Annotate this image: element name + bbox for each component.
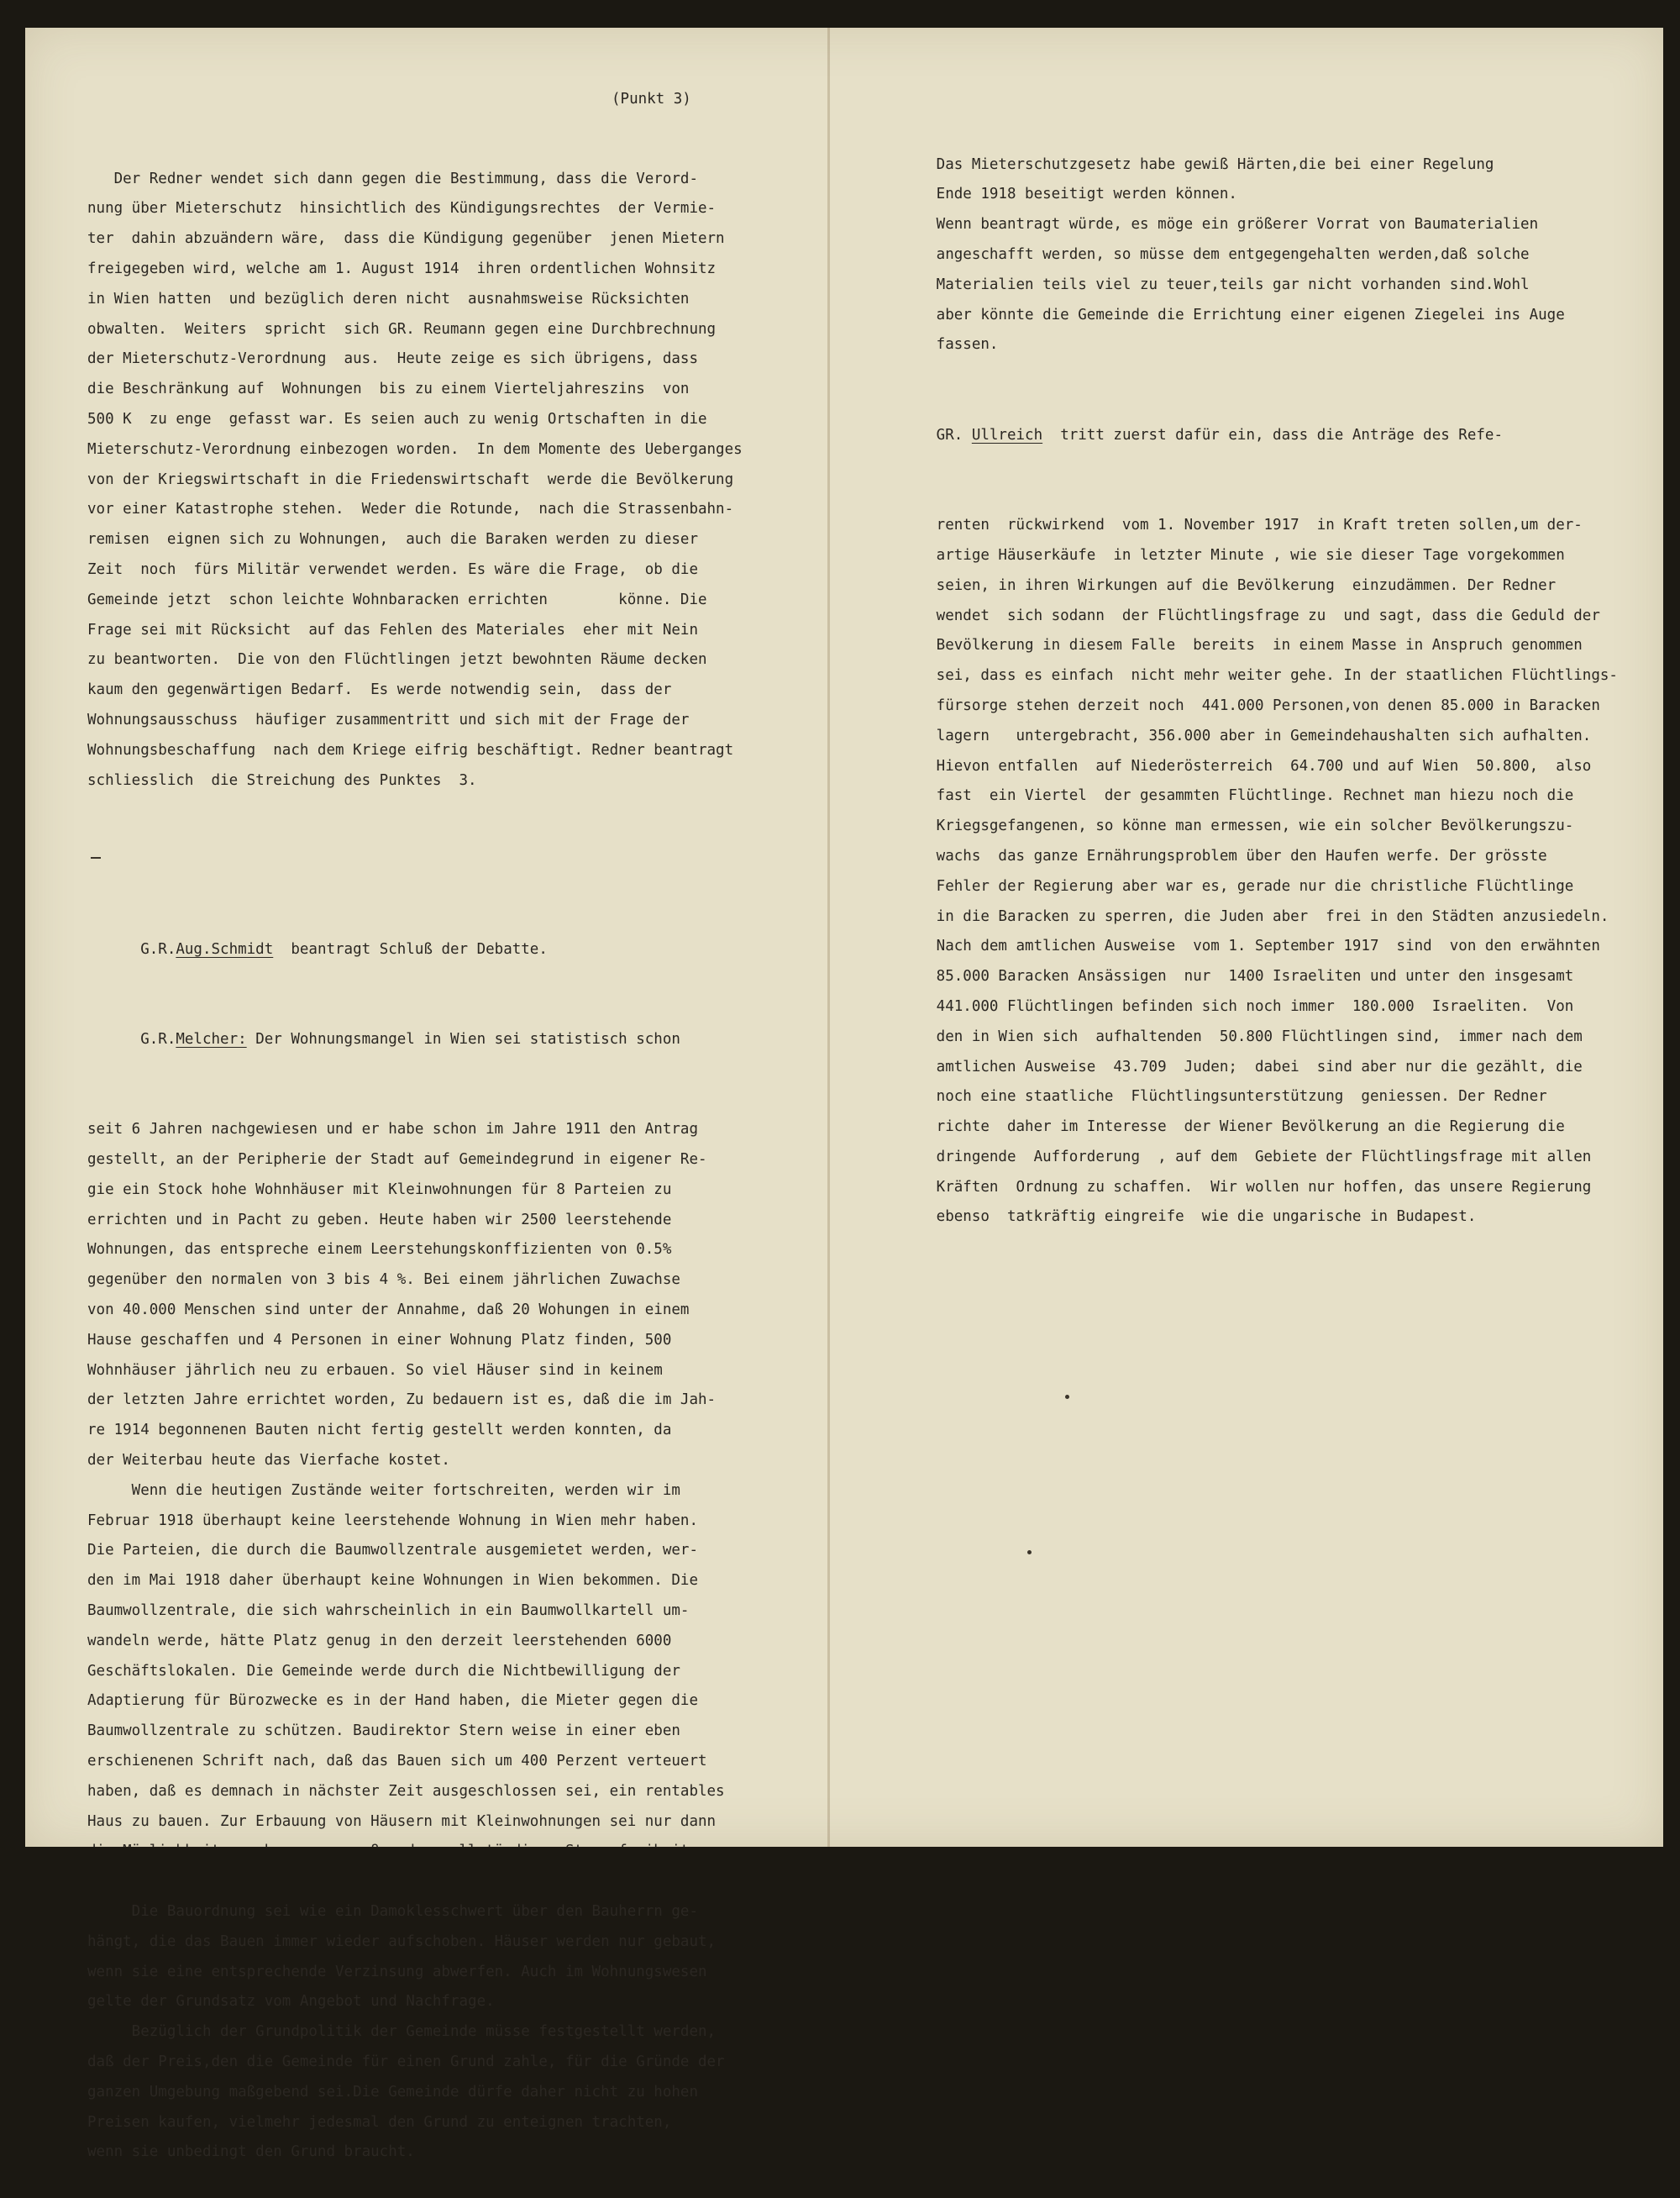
- text-line: ter dahin abzuändern wäre, dass die Kündigung gegenüber jenen Mietern: [87, 230, 725, 248]
- text-line: noch eine staatliche Flüchtlingsunterstützung geniessen. Der Redner: [892, 1088, 1547, 1106]
- name-ullreich: Ullreich: [971, 426, 1043, 444]
- text-line: wenn sie unbedingt den Grund braucht.: [87, 2143, 415, 2161]
- text-line: von 40.000 Menschen sind unter der Annahme, daß 20 Wohungen in einem: [87, 1301, 690, 1319]
- text-line: Baumwollzentrale zu schützen. Baudirektor Stern weise in einer eben: [87, 1722, 680, 1740]
- text-line: Die Bauordnung sei wie ein Damoklesschwert über den Bauherrn ge-: [87, 1903, 698, 1921]
- text-line: hängt, die das Bauen immer wieder aufschoben. Häuser werden nur gebaut,: [87, 1932, 717, 1950]
- text-line: ganzen Umgebung maßgebend sei.Die Gemeinde dürfe daher nicht zu hohen: [87, 2083, 698, 2101]
- text-line: Nach dem amtlichen Ausweise vom 1. September 1917 sind von den erwähnten: [892, 938, 1600, 955]
- text-line: artige Häuserkäufe in letzter Minute , wie sie dieser Tage vorgekommen: [892, 546, 1565, 564]
- text-line: Geschäftslokalen. Die Gemeinde werde durch die Nichtbewilligung der: [87, 1662, 680, 1680]
- name-schmidt: Aug.Schmidt: [176, 940, 274, 958]
- text-line: Materialien teils viel zu teuer,teils gar nicht vorhanden sind.Wohl: [892, 276, 1530, 293]
- text-line: Kriegsgefangenen, so könne man ermessen, wie ein solcher Bevölkerungszu-: [892, 818, 1574, 835]
- text-line: richte daher im Interesse der Wiener Bevölkerung an die Regierung die: [892, 1118, 1565, 1136]
- text-line: obwalten. Weiters spricht sich GR. Reumann gegen eine Durchbrechnung: [87, 320, 717, 338]
- page-header: (Punkt 3): [612, 91, 691, 108]
- text-line: gie ein Stock hohe Wohnhäuser mit Kleinwohnungen für 8 Parteien zu: [87, 1181, 672, 1198]
- text-line: der Weiterbau heute das Vierfache kostet.: [87, 1452, 450, 1470]
- text-line: Wohnungsausschuss häufiger zusammentritt und sich mit der Frage der: [87, 711, 690, 728]
- text-line: seit 6 Jahren nachgewiesen und er habe schon im Jahre 1911 den Antrag: [87, 1121, 698, 1138]
- text-line: Haus zu bauen. Zur Erbauung von Häusern mit Kleinwohnungen sei nur dann: [87, 1812, 717, 1830]
- text-line: wachs das ganze Ernährungsproblem über den Haufen werfe. Der grösste: [892, 847, 1547, 865]
- text-line: 500 K zu enge gefasst war. Es seien auch zu wenig Ortschaften in die: [87, 410, 707, 428]
- text-line: gelte der Grundsatz vom Angebot und Nachfrage.: [87, 1993, 495, 2011]
- text-line: Das Mieterschutzgesetz habe gewiß Härten,die bei einer Regelung: [892, 155, 1494, 173]
- text-line: zu beantworten. Die von den Flüchtlingen jetzt bewohnten Räume decken: [87, 651, 707, 669]
- text-line: Wohnungsbeschaffung nach dem Kriege eifrig beschäftigt. Redner beantragt: [87, 741, 734, 759]
- text-line: in Wien hatten und bezüglich deren nicht ausnahmsweise Rücksichten: [87, 290, 690, 308]
- text-line: aber könnte die Gemeinde die Errichtung einer eigenen Ziegelei ins Auge: [892, 306, 1565, 323]
- text-line: in die Baracken zu sperren, die Juden aber frei in den Städten anzusiedeln.: [892, 907, 1609, 925]
- text-line: 85.000 Baracken Ansässigen nur 1400 Israeliten und unter den insgesamt: [892, 968, 1574, 986]
- text-line: Ende 1918 beseitigt werden können.: [892, 186, 1237, 203]
- text-line: gegenüber den normalen von 3 bis 4 %. Bei einem jährlichen Zuwachse: [87, 1271, 680, 1289]
- text-line: sei, dass es einfach nicht mehr weiter gehe. In der staatlichen Flüchtlings-: [892, 667, 1618, 685]
- text-line: amtlichen Ausweise 43.709 Juden; dabei sind aber nur die gezählt, die: [892, 1058, 1583, 1075]
- text-line: errichten und in Pacht zu geben. Heute haben wir 2500 leerstehende: [87, 1211, 672, 1228]
- text-line: seien, in ihren Wirkungen auf die Bevölkerung einzudämmen. Der Redner: [892, 576, 1557, 594]
- scan-border: [0, 1847, 1680, 1895]
- line-ullreich: GR. Ullreich tritt zuerst dafür ein, dass die Anträge des Refe-: [892, 426, 1503, 444]
- paragraph-reumann: [87, 165, 743, 797]
- text-line: Februar 1918 überhaupt keine leerstehende Wohnung in Wien mehr haben.: [87, 1512, 698, 1529]
- text-line: schliesslich die Streichung des Punktes 3.: [87, 771, 477, 789]
- text-line: fassen.: [892, 336, 999, 354]
- text-line: Wenn beantragt würde, es möge ein größerer Vorrat von Baumaterialien: [892, 216, 1539, 234]
- text-line: fürsorge stehen derzeit noch 441.000 Personen,von denen 85.000 in Baracken: [892, 697, 1600, 714]
- ink-speck: [1027, 1550, 1032, 1554]
- ink-speck: [1065, 1395, 1069, 1399]
- text-line: Hievon entfallen auf Niederösterreich 64.700 und auf Wien 50.800, also: [892, 757, 1592, 775]
- text-line: die Beschränkung auf Wohnungen bis zu einem Vierteljahreszins von: [87, 381, 690, 398]
- text-line: vor einer Katastrophe stehen. Weder die Rotunde, nach die Strassenbahn-: [87, 501, 734, 518]
- text-line: Adaptierung für Bürozwecke es in der Hand haben, die Mieter gegen die: [87, 1692, 698, 1710]
- paragraph-mieterschutz: [892, 150, 1618, 361]
- text-line: daß der Preis,den die Gemeinde für einen Grund zahle, für die Gründe der: [87, 2053, 725, 2070]
- text-line: der letzten Jahre errichtet worden, Zu bedauern ist es, daß die im Jah-: [87, 1391, 717, 1409]
- text-line: lagern untergebracht, 356.000 aber in Gemeindehaushalten sich aufhalten.: [892, 727, 1592, 744]
- text-line: Bevölkerung in diesem Falle bereits in einem Masse in Anspruch genommen: [892, 637, 1583, 655]
- text-line: 441.000 Flüchtlingen befinden sich noch immer 180.000 Israeliten. Von: [892, 997, 1574, 1015]
- text-line: Gemeinde jetzt schon leichte Wohnbaracken errichten könne. Die: [87, 591, 707, 608]
- text-line: angeschafft werden, so müsse dem entgegengehalten werden,daß solche: [892, 245, 1530, 263]
- text-line: Mieterschutz-Verordnung einbezogen worden. In dem Momente des Ueberganges: [87, 440, 743, 458]
- text-line: fast ein Viertel der gesammten Flüchtlinge. Rechnet man hiezu noch die: [892, 787, 1574, 805]
- text-line: erschienenen Schrift nach, daß das Bauen sich um 400 Perzent verteuert: [87, 1753, 707, 1770]
- text-line: Die Parteien, die durch die Baumwollzentrale ausgemietet werden, wer-: [87, 1542, 698, 1559]
- ink-mark: [91, 857, 101, 859]
- text-line: nung über Mieterschutz hinsichtlich des Kündigungsrechtes der Vermie-: [87, 200, 717, 218]
- text-line: Hause geschaffen und 4 Personen in einer Wohnung Platz finden, 500: [87, 1331, 672, 1349]
- text-line: wandeln werde, hätte Platz genug in den derzeit leerstehenden 6000: [87, 1632, 672, 1649]
- text-line: Zeit noch fürs Militär verwendet werden. Es wäre die Frage, ob die: [87, 560, 698, 578]
- text-line: renten rückwirkend vom 1. November 1917 in Kraft treten sollen,um der-: [892, 517, 1583, 534]
- text-line: Bezüglich der Grundpolitik der Gemeinde müsse festgestellt werden,: [87, 2023, 717, 2041]
- text-line: Wohnhäuser jährlich neu zu erbauen. So viel Häuser sind in keinem: [87, 1361, 663, 1379]
- text-line: Preisen kaufen, vielmehr jedesmal den Grund zu enteignen trachten,: [87, 2113, 672, 2131]
- text-line: Kräften Ordnung zu schaffen. Wir wollen nur hoffen, das unsere Regierung: [892, 1178, 1592, 1196]
- text-line: von der Kriegswirtschaft in die Friedenswirtschaft werde die Bevölkerung: [87, 471, 734, 488]
- text-line: wendet sich sodann der Flüchtlingsfrage zu und sagt, dass die Geduld der: [892, 607, 1600, 624]
- text-line: remisen eignen sich zu Wohnungen, auch die Baraken werden zu dieser: [87, 531, 698, 549]
- text-line: freigegeben wird, welche am 1. August 1914 ihren ordentlichen Wohnsitz: [87, 260, 717, 277]
- text-line: wenn sie eine entsprechende Verzinsung abwerfen. Auch im Wohnungswesen: [87, 1963, 707, 1980]
- right-column: [892, 90, 1618, 1263]
- text-line: Wenn die heutigen Zustände weiter fortschreiten, werden wir im: [87, 1481, 680, 1499]
- name-melcher: Melcher:: [176, 1030, 247, 1048]
- text-line: der Mieterschutz-Verordnung aus. Heute zeige es sich übrigens, dass: [87, 350, 698, 368]
- text-line: haben, daß es demnach in nächster Zeit ausgeschlossen sei, ein rentables: [87, 1782, 725, 1800]
- text-line: dringende Aufforderung , auf dem Gebiete der Flüchtlingsfrage mit allen: [892, 1148, 1592, 1165]
- text-line: Fehler der Regierung aber war es, gerade nur die christliche Flüchtlinge: [892, 877, 1574, 895]
- text-line: den im Mai 1918 daher überhaupt keine Wohnungen in Wien bekommen. Die: [87, 1572, 698, 1590]
- paragraph-melcher: [87, 1115, 743, 2168]
- text-line: gestellt, an der Peripherie der Stadt auf Gemeindegrund in eigener Re-: [87, 1151, 707, 1169]
- paragraph-ullreich: [892, 511, 1618, 1233]
- page-fold: [827, 28, 830, 1847]
- text-line: ebenso tatkräftig eingreife wie die ungarische in Budapest.: [892, 1208, 1477, 1226]
- text-line: Der Redner wendet sich dann gegen die Bestimmung, dass die Verord-: [87, 170, 698, 187]
- text-line: Baumwollzentrale, die sich wahrscheinlich in ein Baumwollkartell um-: [87, 1602, 690, 1620]
- text-line: den in Wien sich aufhaltenden 50.800 Flüchtlingen sind, immer nach dem: [892, 1028, 1583, 1045]
- text-line: Frage sei mit Rücksicht auf das Fehlen des Materiales eher mit Nein: [87, 621, 698, 639]
- line-melcher: G.R.Melcher: Der Wohnungsmangel in Wien sei statistisch schon: [87, 1030, 680, 1048]
- text-line: kaum den gegenwärtigen Bedarf. Es werde notwendig sein, dass der: [87, 681, 672, 699]
- text-line: Wohnungen, das entspreche einem Leerstehungskonffizienten von 0.5%: [87, 1241, 672, 1259]
- text-line: re 1914 begonnenen Bauten nicht fertig gestellt werden konnten, da: [87, 1422, 672, 1439]
- line-schmidt: G.R.Aug.Schmidt beantragt Schluß der Debatte.: [87, 940, 548, 958]
